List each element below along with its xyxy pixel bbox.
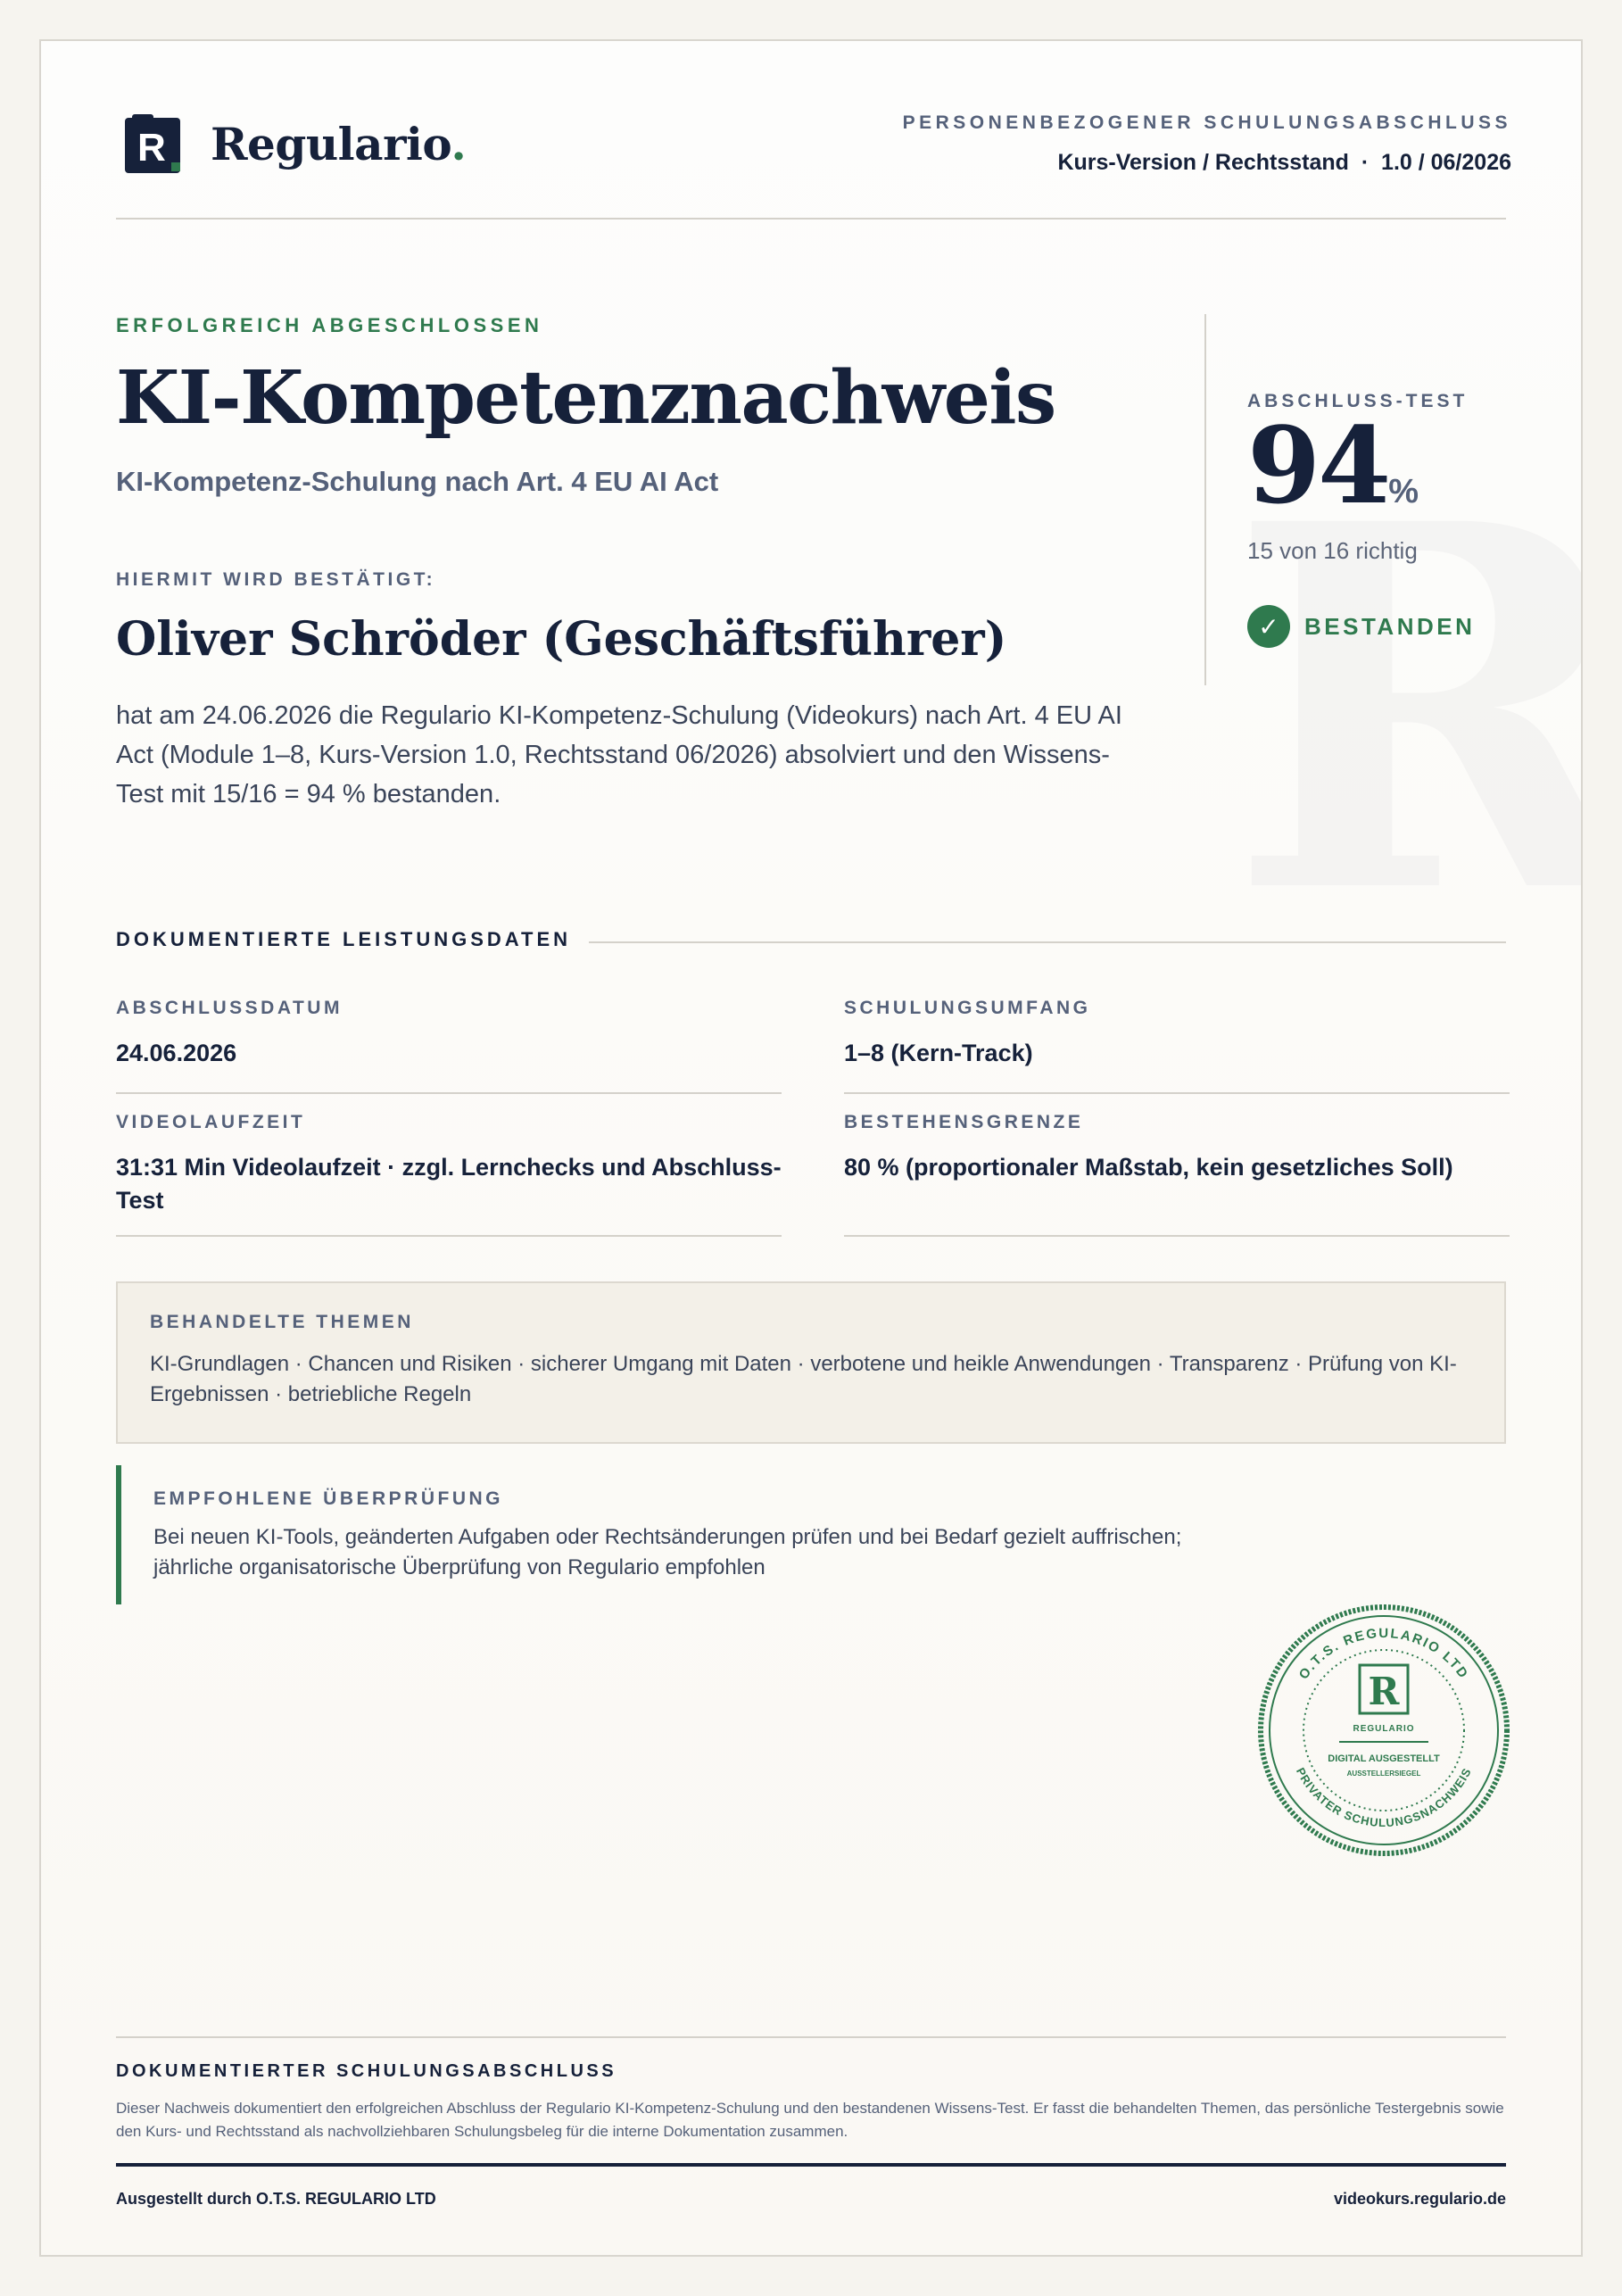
seal-brand: REGULARIO — [1353, 1724, 1415, 1734]
seal-letter: R — [1368, 1670, 1400, 1713]
result-label: BESTANDEN — [1304, 612, 1476, 640]
issuer-seal — [1254, 1601, 1513, 1860]
field-label: ABSCHLUSSDATUM — [116, 998, 343, 1018]
seal-bottom-text: PRIVATER SCHULUNGSNACHWEIS — [1293, 1765, 1475, 1830]
score-value: 94% — [1247, 403, 1419, 527]
score-unit: % — [1388, 473, 1419, 510]
review-text: Bei neuen KI-Tools, geänderten Aufgaben oder Rechtsänderungen prüfen und bei Bedarf gezielt auffrischen; jährliche organisatorische Überprüfung von Regulario empfohlen — [153, 1525, 1182, 1579]
confirm-label: HIERMIT WIRD BESTÄTIGT: — [116, 569, 436, 590]
field-value: 24.06.2026 — [116, 1040, 237, 1066]
issuer-line: Ausgestellt durch O.T.S. REGULARIO LTD — [116, 2190, 436, 2208]
footer-text: Dieser Nachweis dokumentiert den erfolgreichen Abschluss der Regulario KI-Kompetenz-Schulung und den bestandenen Wissens-Test. Er fasst die behandelten Themen, das persönliche Testergebnis sowie den Kurs- und Rechtsstand als nachvollziehbaren Schulungsbeleg für die interne Dokumentation zusammen. — [116, 2100, 1504, 2140]
seal-line-2: AUSSTELLERSIEGEL — [1346, 1770, 1421, 1778]
field-value: 1–8 (Kern-Track) — [844, 1040, 1033, 1066]
recipient-name: Oliver Schröder (Geschäftsführer) — [116, 612, 1007, 667]
score-panel — [1204, 314, 1490, 685]
field-completion-date — [116, 998, 782, 1094]
section-divider — [589, 941, 1506, 943]
footer-divider — [116, 2036, 1506, 2038]
document-type: PERSONENBEZOGENER SCHULUNGSABSCHLUSS — [902, 112, 1511, 133]
field-label: SCHULUNGSUMFANG — [844, 998, 1091, 1018]
field-training-scope — [844, 998, 1510, 1094]
brand-name: Regulario. — [211, 117, 467, 170]
certificate-subtitle: KI-Kompetenz-Schulung nach Art. 4 EU AI Act — [116, 466, 719, 497]
field-label: BESTEHENSGRENZE — [844, 1112, 1084, 1132]
topics-box — [116, 1281, 1506, 1444]
header-meta — [903, 112, 1511, 176]
performance-heading: DOKUMENTIERTE LEISTUNGSDATEN — [116, 928, 572, 950]
review-note — [116, 1465, 1506, 1604]
certificate-title: KI-Kompetenznachweis — [116, 355, 1055, 441]
field-value: 31:31 Min Videolaufzeit · zzgl. Lernchecks und Abschluss-Test — [116, 1154, 782, 1214]
field-value: 80 % (proportionaler Maßstab, kein gesetzliches Soll) — [844, 1154, 1453, 1181]
seal-line-1: DIGITAL AUSGESTELLT — [1328, 1753, 1440, 1764]
topics-label: BEHANDELTE THEMEN — [150, 1312, 414, 1332]
certificate-statement: hat am 24.06.2026 die Regulario KI-Kompetenz-Schulung (Videokurs) nach Art. 4 EU AI Act (Module 1–8, Kurs-Version 1.0, Rechtsstand 06/2026) absolviert und den Wissens-Test mit 15/16 = 94 % bestanden. — [116, 701, 1122, 808]
status-eyebrow: ERFOLGREICH ABGESCHLOSSEN — [116, 314, 543, 336]
logo-icon: R — [125, 114, 182, 173]
review-label: EMPFOHLENE ÜBERPRÜFUNG — [153, 1488, 504, 1509]
score-label: ABSCHLUSS-TEST — [1247, 391, 1469, 411]
version-line: Kurs-Version / Rechtsstand · 1.0 / 06/2026 — [1057, 150, 1511, 175]
seal-top-text: O.T.S. REGULARIO LTD — [1295, 1625, 1472, 1683]
topics-text: KI-Grundlagen · Chancen und Risiken · sicherer Umgang mit Daten · verbotene und heikle Anwendungen · Transparenz · Prüfung von KI-Ergebnissen · betriebliche Regeln — [150, 1352, 1457, 1406]
header-divider — [116, 218, 1506, 220]
footer-url: videokurs.regulario.de — [1333, 2190, 1506, 2208]
certificate-page — [39, 39, 1583, 2257]
field-pass-threshold — [844, 1112, 1510, 1237]
check-icon: ✓ — [1247, 605, 1290, 648]
brand-logo — [125, 114, 466, 173]
footer-heading: DOKUMENTIERTER SCHULUNGSABSCHLUSS — [116, 2061, 617, 2081]
field-video-runtime — [116, 1112, 782, 1237]
footer-rule — [116, 2163, 1506, 2167]
field-label: VIDEOLAUFZEIT — [116, 1112, 306, 1132]
score-detail: 15 von 16 richtig — [1247, 537, 1418, 564]
passed-badge — [1247, 605, 1475, 648]
